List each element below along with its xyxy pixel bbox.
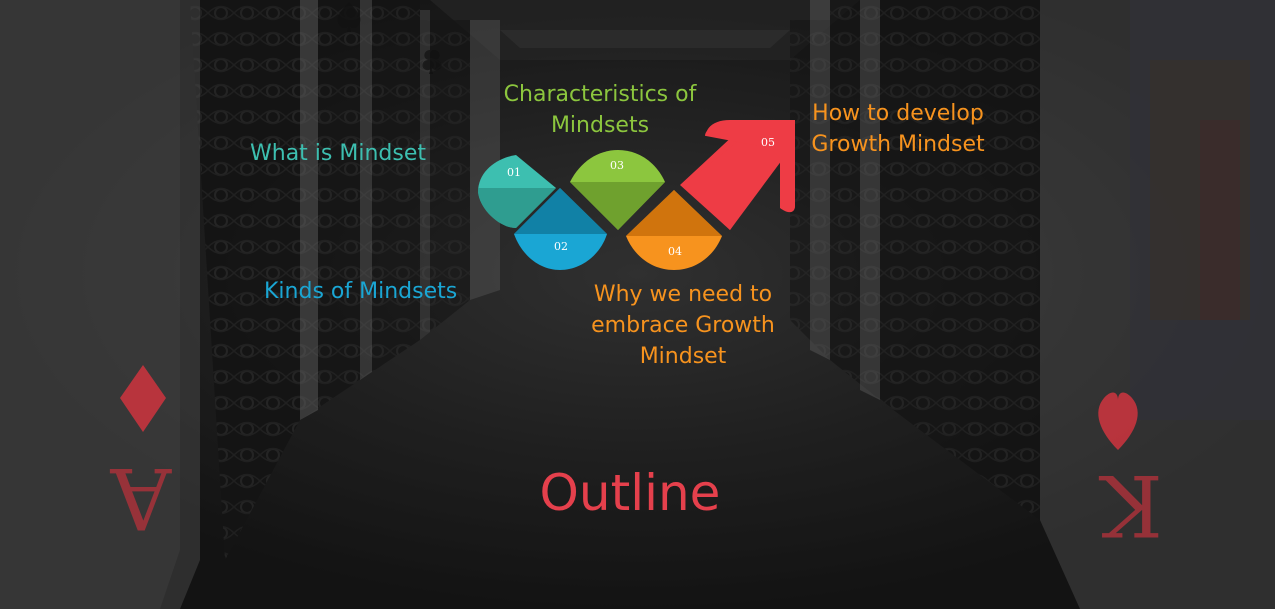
right-card-rank: K [1100, 456, 1163, 554]
step-01-number: 01 [507, 166, 521, 179]
step-04-number: 04 [668, 245, 682, 258]
step-05-number: 05 [761, 136, 775, 149]
step-03-label [495, 79, 705, 141]
step-02-number: 02 [554, 240, 568, 253]
step-03-number: 03 [610, 159, 624, 172]
step-05-label [800, 98, 996, 160]
step-03-label-line1: Characteristics of [503, 82, 697, 107]
step-01-label: What is Mindset [250, 141, 426, 166]
step-04-label-line3: Mindset [639, 344, 727, 369]
step-02-label: Kinds of Mindsets [264, 279, 458, 304]
step-05-label-line2: Growth Mindset [811, 132, 985, 157]
step-04-label-line2: embrace Growth [591, 313, 775, 338]
left-card-rank: A [110, 449, 172, 547]
step-03-label-line2: Mindsets [550, 113, 650, 138]
step-05-label-line1: How to develop [812, 101, 984, 126]
slide-title: Outline [539, 464, 721, 522]
step-04-label-line1: Why we need to [593, 282, 773, 307]
step-04-label [578, 279, 788, 372]
